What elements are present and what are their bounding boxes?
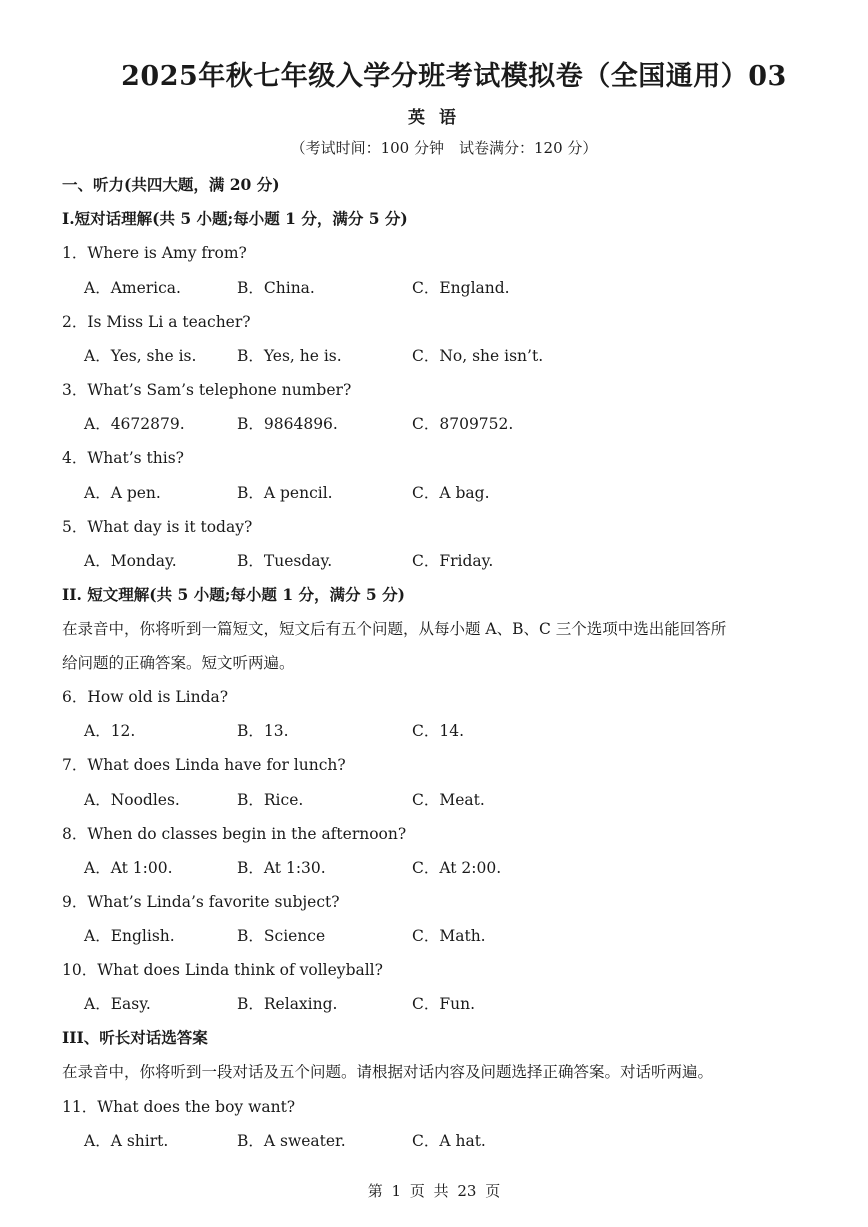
option-b: B．Tuesday. — [237, 552, 333, 570]
option-a: A．4672879. — [84, 415, 185, 433]
option-c: C．At 2:00. — [412, 859, 502, 877]
question-9: 9．What’s Linda’s favorite subject? — [62, 893, 340, 911]
section-heading-long-dialogue: III、听长对话选答案 — [62, 1028, 208, 1047]
option-b: B．Science — [237, 927, 326, 945]
option-c: C．No, she isn’t. — [412, 347, 544, 365]
option-c: C．A hat. — [412, 1132, 486, 1150]
option-a: A．A shirt. — [84, 1132, 169, 1150]
question-4: 4．What’s this? — [62, 449, 184, 467]
question-6: 6．How old is Linda? — [62, 688, 229, 706]
option-a: A．12. — [84, 722, 136, 740]
option-b: B．Relaxing. — [237, 995, 338, 1013]
option-b: B．Yes, he is. — [237, 347, 342, 365]
exam-info: （考试时间：100 分钟 试卷满分：120 分） — [290, 139, 598, 157]
option-b: B．At 1:30. — [237, 859, 326, 877]
question-11: 11．What does the boy want? — [62, 1098, 296, 1116]
option-a: A．Yes, she is. — [84, 347, 197, 365]
page-footer: 第 1 页 共 23 页 — [367, 1182, 501, 1200]
part-heading-listening: 一、听力(共四大题，满 20 分) — [62, 175, 280, 194]
option-a: A．A pen. — [84, 484, 161, 502]
option-b: B．China. — [237, 279, 315, 297]
question-7: 7．What does Linda have for lunch? — [62, 756, 346, 774]
option-c: C．14. — [412, 722, 465, 740]
option-c: C．Meat. — [412, 791, 485, 809]
option-c: C．Math. — [412, 927, 486, 945]
option-b: B．A sweater. — [237, 1132, 346, 1150]
option-c: C．Fun. — [412, 995, 476, 1013]
section-3-instruction: 在录音中，你将听到一段对话及五个问题。请根据对话内容及问题选择正确答案。对话听两遍。 — [62, 1063, 714, 1081]
option-b: B．13. — [237, 722, 289, 740]
section-2-instruction-line-1: 在录音中，你将听到一篇短文，短文后有五个问题，从每小题 A、B、C 三个选项中选出能回答所 — [62, 620, 727, 638]
option-b: B．9864896. — [237, 415, 338, 433]
option-c: C．Friday. — [412, 552, 494, 570]
section-2-instruction-line-2: 给问题的正确答案。短文听两遍。 — [62, 654, 295, 672]
option-b: B．A pencil. — [237, 484, 333, 502]
question-5: 5．What day is it today? — [62, 518, 253, 536]
option-c: C．8709752. — [412, 415, 514, 433]
option-b: B．Rice. — [237, 791, 304, 809]
question-1: 1．Where is Amy from? — [62, 244, 247, 262]
question-2: 2．Is Miss Li a teacher? — [62, 313, 251, 331]
option-a: A．America. — [84, 279, 181, 297]
option-a: A．English. — [84, 927, 175, 945]
option-a: A．Easy. — [84, 995, 151, 1013]
section-heading-passage: II. 短文理解(共 5 小题;每小题 1 分，满分 5 分) — [62, 585, 405, 604]
question-8: 8．When do classes begin in the afternoon? — [62, 825, 407, 843]
option-c: C．A bag. — [412, 484, 490, 502]
section-heading-short-dialogue: I.短对话理解(共 5 小题;每小题 1 分，满分 5 分) — [62, 209, 408, 228]
question-10: 10．What does Linda think of volleyball? — [62, 961, 383, 979]
option-c: C．England. — [412, 279, 510, 297]
option-a: A．At 1:00. — [84, 859, 173, 877]
exam-title: 2025年秋七年级入学分班考试模拟卷（全国通用）03 — [121, 61, 787, 92]
option-a: A．Noodles. — [84, 791, 180, 809]
option-a: A．Monday. — [84, 552, 177, 570]
subject-heading: 英语 — [408, 108, 470, 128]
question-3: 3．What’s Sam’s telephone number? — [62, 381, 352, 399]
